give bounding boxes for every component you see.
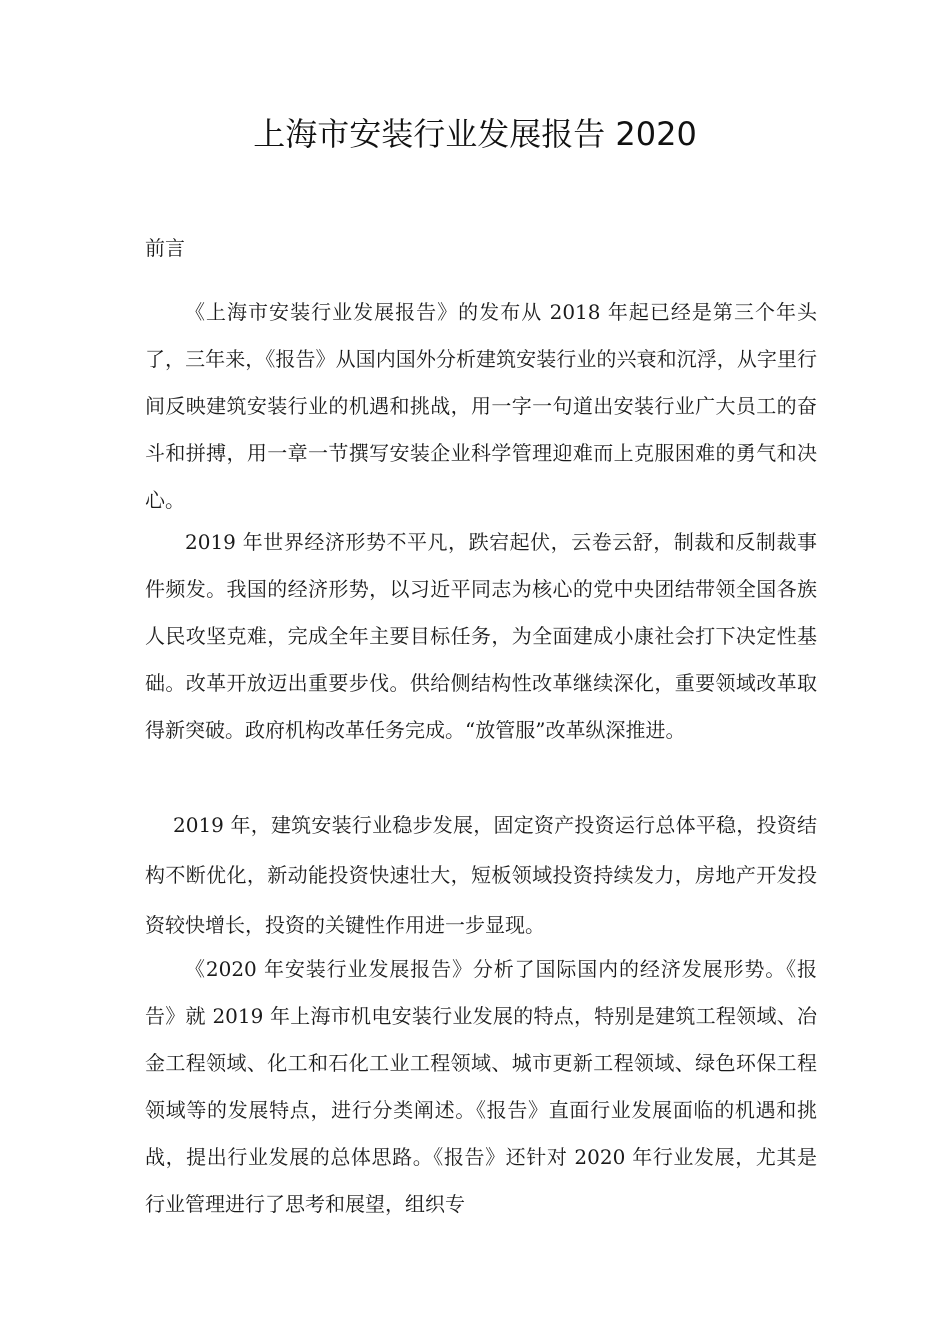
paragraph-1: 《上海市安装行业发展报告》的发布从 2018 年起已经是第三个年头了，三年来，《报告》从国内国外分析建筑安装行业的兴衰和沉浮，从字里行间反映建筑安装行业的机遇和挑战，用一字一句道出安装行业广大员工的奋斗和拼搏，用一章一节撰写安装企业科学管理迎难而上克服困难的勇气和决心。 xyxy=(145,300,817,512)
paragraph-3: 2019 年，建筑安装行业稳步发展，固定资产投资运行总体平稳，投资结构不断优化，新动能投资快速壮大，短板领域投资持续发力，房地产开发投资较快增长，投资的关键性作用进一步显现。 xyxy=(145,813,817,937)
section-heading-preface: 前言 xyxy=(145,236,185,260)
paragraph-2: 2019 年世界经济形势不平凡，跌宕起伏，云卷云舒，制裁和反制裁事件频发。我国的经济形势，以习近平同志为核心的党中央团结带领全国各族人民攻坚克难，完成全年主要目标任务，为全面建成小康社会打下决定性基础。改革开放迈出重要步伐。供给侧结构性改革继续深化，重要领域改革取得新突破。政府机构改革任务完成。“放管服”改革纵深推进。 xyxy=(145,530,817,742)
document-title: 上海市安装行业发展报告 2020 xyxy=(253,115,697,153)
paragraph-4: 《2020 年安装行业发展报告》分析了国际国内的经济发展形势。《报告》就 2019 年上海市机电安装行业发展的特点，特别是建筑工程领域、冶金工程领域、化工和石化工业工程领域、城市更新工程领域、绿色环保工程领域等的发展特点，进行分类阐述。《报告》直面行业发展面临的机遇和挑战，提出行业发展的总体思路。《报告》还针对 2020 年行业发展，尤其是行业管理进行了思考和展望，组织专 xyxy=(145,957,817,1216)
